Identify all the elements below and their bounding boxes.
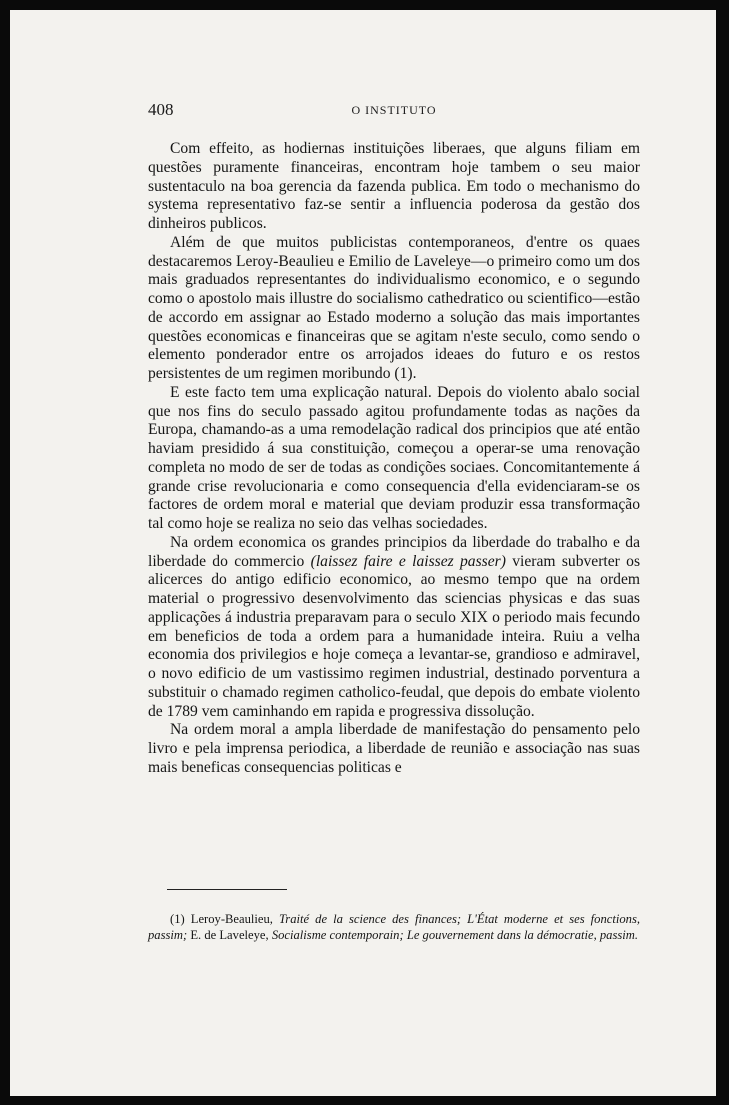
paragraph-4-italic: (laissez faire e laissez passer) (310, 552, 506, 570)
page-number: 408 (148, 100, 174, 119)
paragraph-2: Além de que muitos publicistas contemporaneos, d'entre os quaes destacaremos Leroy-Beaulieu e Emilio de Laveleye—o primeiro como um dos mais graduados representantes do individualismo economico, e o segundo como o apostolo mais illustre do socialismo cathedratico ou scientifico—estão de accordo em assignar ao Estado moderno a solução das mais importantes questões economicas e financeiras que se agitam n'este seculo, como sendo o elemento ponderador entre os arrojados ideaes do futuro e os restos persistentes de um regimen moribundo (1). (148, 233, 640, 382)
paragraph-4-end: vieram subverter os alicerces do antigo edificio economico, ao mesmo tempo que na ordem material o progressivo desenvolvimento das sciencias physicas e das suas applicações á industria preparavam para o seculo XIX o periodo mais fecundo em beneficios de toda a ordem para a humanidade inteira. Ruiu a velha economia dos privilegios e hoje começa a levantar-se, grandioso e admiravel, o novo edificio de um vastissimo regimen industrial, destinado porventura a substituir o chamado regimen catholico-feudal, que depois do embate violento de 1789 vem caminhando em rapida e progressiva dissolução. (148, 552, 641, 720)
footnote-italic-2: Socialisme contemporain; Le gouvernement dans la démocratie, passim. (271, 928, 639, 942)
paragraph-4-start: Na ordem economica os grandes principios da liberdade do trabalho e da liberdade do commercio (148, 533, 640, 570)
paragraph-3: E este facto tem uma explicação natural. Depois do violento abalo social que nos fins do seculo passado agitou profundamente todas as nações da Europa, chamando-as a uma remodelação radical dos principios que até então haviam presidido á sua constituição, começou a operar-se uma renovação completa no modo de ser de todas as condições sociaes. Concomitantemente á grande crise revolucionaria e como consequencia d'ella evidenciaram-se os factores de ordem moral e material que deviam produzir essa transformação tal como hoje se realiza no seio das velhas sociedades. (148, 383, 640, 532)
footnote-divider (167, 889, 287, 890)
body-text (148, 140, 640, 778)
footnote (148, 911, 640, 943)
footnote-text-2: E. de Laveleye, (187, 928, 272, 942)
running-title: O INSTITUTO (351, 103, 437, 117)
page-header (148, 100, 640, 122)
book-page (10, 10, 716, 1096)
footnote-italic-1: Traité de la science des finances; L'État moderne et ses fonctions, passim; (148, 912, 641, 942)
paragraph-1: Com effeito, as hodiernas instituições liberaes, que alguns filiam em questões puramente financeiras, encontram hoje tambem o seu maior sustentaculo na boa gerencia da fazenda publica. Em todo o mechanismo do systema representativo faz-se sentir a influencia poderosa da gestão dos dinheiros publicos. (148, 140, 640, 232)
paragraph-4 (148, 534, 640, 722)
paragraph-5: Na ordem moral a ampla liberdade de manifestação do pensamento pelo livro e pela imprensa periodica, a liberdade de reunião e associação nas suas mais beneficas consequencias politicas e (148, 721, 640, 776)
footnote-text-1: (1) Leroy-Beaulieu, (170, 912, 279, 926)
